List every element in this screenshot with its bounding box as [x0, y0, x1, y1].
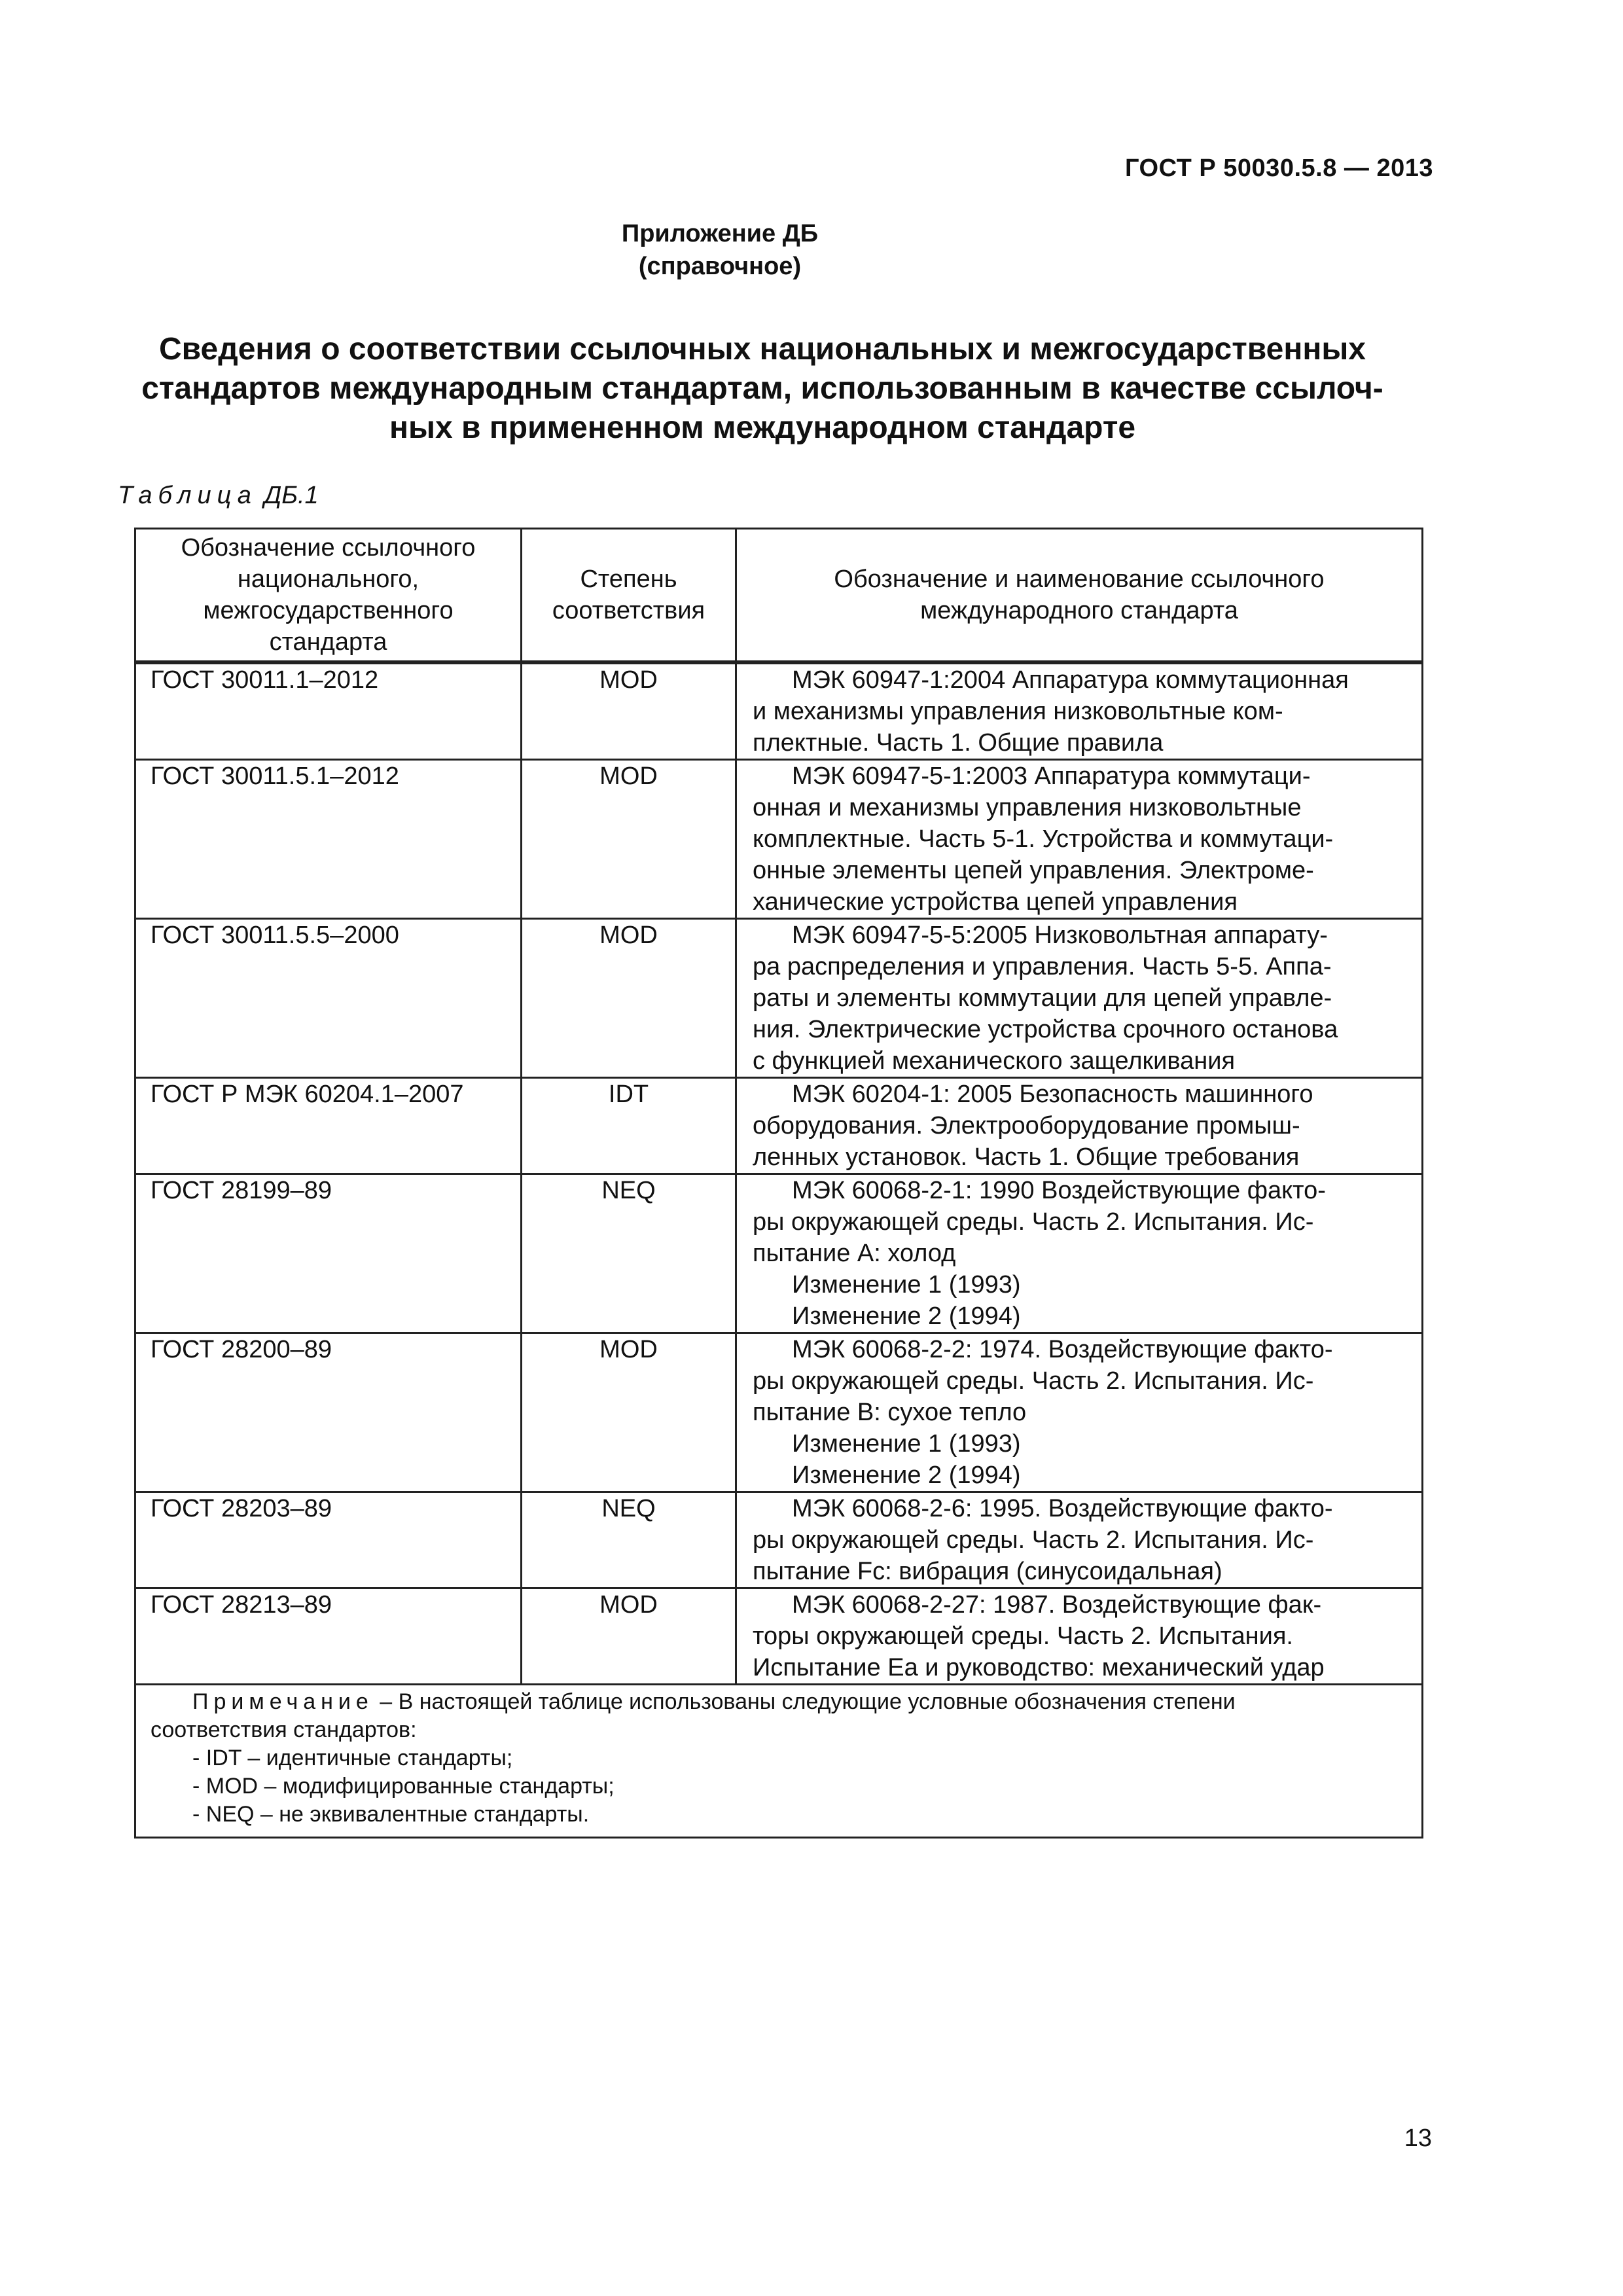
- cell-line: комплектные. Часть 5-1. Устройства и коммутаци-: [753, 825, 1334, 853]
- international-standard-cell: [736, 1333, 1423, 1492]
- cell-line: онные элементы цепей управления. Электроме-: [753, 857, 1314, 884]
- table-row: [135, 919, 1423, 1078]
- table-note-row: [135, 1685, 1423, 1838]
- cell-line: и механизмы управления низковольтные ком-: [753, 698, 1283, 725]
- header-line: Обозначение и наименование ссылочного: [834, 565, 1325, 593]
- header-line: межгосударственного: [203, 597, 454, 624]
- degree-cell: MOD: [522, 662, 736, 760]
- cell-line: пытание А: холод: [753, 1240, 956, 1267]
- table-row: [135, 1492, 1423, 1588]
- header-line: международного стандарта: [920, 597, 1238, 624]
- table-row: [135, 760, 1423, 919]
- international-standard-cell: [736, 1174, 1423, 1333]
- cell-line: МЭК 60068-2-27: 1987. Воздействующие фак-: [792, 1591, 1322, 1619]
- table-row: [135, 1078, 1423, 1174]
- table-caption: [118, 482, 319, 510]
- international-standard-cell: [736, 1588, 1423, 1685]
- header-line: Степень: [580, 565, 677, 593]
- degree-cell: MOD: [522, 919, 736, 1078]
- note-text: – В настоящей таблице использованы следующие условные обозначения степени: [373, 1689, 1236, 1714]
- cell-line: пытание В: сухое тепло: [753, 1399, 1027, 1426]
- column-header-degree: [522, 529, 736, 663]
- cell-line: с функцией механического защелкивания: [753, 1047, 1236, 1075]
- international-standard-cell: [736, 1492, 1423, 1588]
- cell-line: ния. Электрические устройства срочного останова: [753, 1016, 1338, 1043]
- national-standard-cell: ГОСТ Р МЭК 60204.1–2007: [135, 1078, 522, 1174]
- cell-line: раты и элементы коммутации для цепей управле-: [753, 984, 1332, 1012]
- degree-cell: MOD: [522, 1588, 736, 1685]
- national-standard-cell: ГОСТ 28199–89: [135, 1174, 522, 1333]
- standards-correspondence-table: [134, 528, 1423, 1839]
- table-caption-number: ДБ.1: [264, 482, 319, 509]
- table-header-row: [135, 529, 1423, 663]
- cell-line: ленных установок. Часть 1. Общие требования: [753, 1143, 1300, 1171]
- cell-line: МЭК 60947-1:2004 Аппаратура коммутационная: [792, 666, 1349, 694]
- cell-line: МЭК 60947-5-5:2005 Низковольтная аппарату-: [792, 922, 1328, 949]
- cell-line: ры окружающей среды. Часть 2. Испытания. Ис-: [753, 1208, 1314, 1236]
- national-standard-cell: ГОСТ 28213–89: [135, 1588, 522, 1685]
- degree-cell: MOD: [522, 760, 736, 919]
- document-title-line: Сведения о соответствии ссылочных национальных и межгосударственных: [158, 332, 1366, 367]
- table-row: [135, 1333, 1423, 1492]
- column-header-international-standard: [736, 529, 1423, 663]
- international-standard-cell: [736, 662, 1423, 760]
- table-row: [135, 1588, 1423, 1685]
- document-title-line: стандартов международным стандартам, использованным в качестве ссылоч-: [141, 371, 1383, 406]
- cell-line: плектные. Часть 1. Общие правила: [753, 729, 1164, 757]
- cell-line: оборудования. Электрооборудование промыш-: [753, 1112, 1300, 1139]
- header-line: национального,: [237, 565, 419, 593]
- note-line: соответствия стандартов:: [151, 1717, 417, 1742]
- cell-line: МЭК 60068-2-2: 1974. Воздействующие факто-: [792, 1336, 1333, 1363]
- cell-line: Испытание Ea и руководство: механический удар: [753, 1654, 1325, 1681]
- appendix-subtitle: (справочное): [638, 253, 802, 280]
- national-standard-cell: ГОСТ 30011.5.1–2012: [135, 760, 522, 919]
- degree-cell: NEQ: [522, 1492, 736, 1588]
- cell-line: ра распределения и управления. Часть 5-5. Аппа-: [753, 953, 1332, 980]
- degree-cell: IDT: [522, 1078, 736, 1174]
- cell-line: МЭК 60068-2-1: 1990 Воздействующие факто-: [792, 1177, 1326, 1204]
- page-number: 13: [1404, 2125, 1432, 2152]
- national-standard-cell: ГОСТ 30011.5.5–2000: [135, 919, 522, 1078]
- international-standard-cell: [736, 919, 1423, 1078]
- international-standard-cell: [736, 760, 1423, 919]
- cell-line: ры окружающей среды. Часть 2. Испытания. Ис-: [753, 1367, 1314, 1395]
- note-label: Примечание: [192, 1689, 374, 1714]
- table-caption-prefix: Таблица: [118, 482, 257, 509]
- column-header-national-standard: [135, 529, 522, 663]
- table-row: [135, 1174, 1423, 1333]
- note-item: - IDT – идентичные стандарты;: [192, 1746, 513, 1770]
- document-title: [111, 330, 1414, 448]
- cell-line: онная и механизмы управления низковольтные: [753, 794, 1302, 821]
- national-standard-cell: ГОСТ 28203–89: [135, 1492, 522, 1588]
- header-line: соответствия: [552, 597, 705, 624]
- national-standard-cell: ГОСТ 30011.1–2012: [135, 662, 522, 760]
- appendix-heading: [0, 217, 1440, 283]
- cell-line: МЭК 60947-5-1:2003 Аппаратура коммутаци-: [792, 762, 1311, 790]
- document-code: ГОСТ Р 50030.5.8 — 2013: [1125, 154, 1433, 182]
- degree-cell: MOD: [522, 1333, 736, 1492]
- cell-line: ханические устройства цепей управления: [753, 888, 1238, 916]
- cell-line: МЭК 60204-1: 2005 Безопасность машинного: [792, 1081, 1313, 1108]
- appendix-title: Приложение ДБ: [621, 220, 819, 247]
- cell-line: пытание Fc: вибрация (синусоидальная): [753, 1558, 1222, 1585]
- header-line: стандарта: [269, 628, 387, 656]
- note-item: - MOD – модифицированные стандарты;: [192, 1774, 615, 1799]
- table-note: [135, 1685, 1423, 1838]
- header-line: Обозначение ссылочного: [181, 534, 476, 562]
- note-item: - NEQ – не эквивалентные стандарты.: [192, 1802, 590, 1827]
- degree-cell: NEQ: [522, 1174, 736, 1333]
- amendment-line: Изменение 2 (1994): [792, 1462, 1021, 1489]
- national-standard-cell: ГОСТ 28200–89: [135, 1333, 522, 1492]
- amendment-line: Изменение 1 (1993): [792, 1271, 1021, 1299]
- amendment-line: Изменение 2 (1994): [792, 1302, 1021, 1330]
- cell-line: МЭК 60068-2-6: 1995. Воздействующие факто-: [792, 1495, 1333, 1522]
- cell-line: ры окружающей среды. Часть 2. Испытания. Ис-: [753, 1526, 1314, 1554]
- table-row: [135, 662, 1423, 760]
- international-standard-cell: [736, 1078, 1423, 1174]
- note-line: [151, 1688, 1408, 1716]
- document-title-line: ных в примененном международном стандарте: [389, 410, 1136, 445]
- cell-line: торы окружающей среды. Часть 2. Испытания.: [753, 1623, 1293, 1650]
- amendment-line: Изменение 1 (1993): [792, 1430, 1021, 1458]
